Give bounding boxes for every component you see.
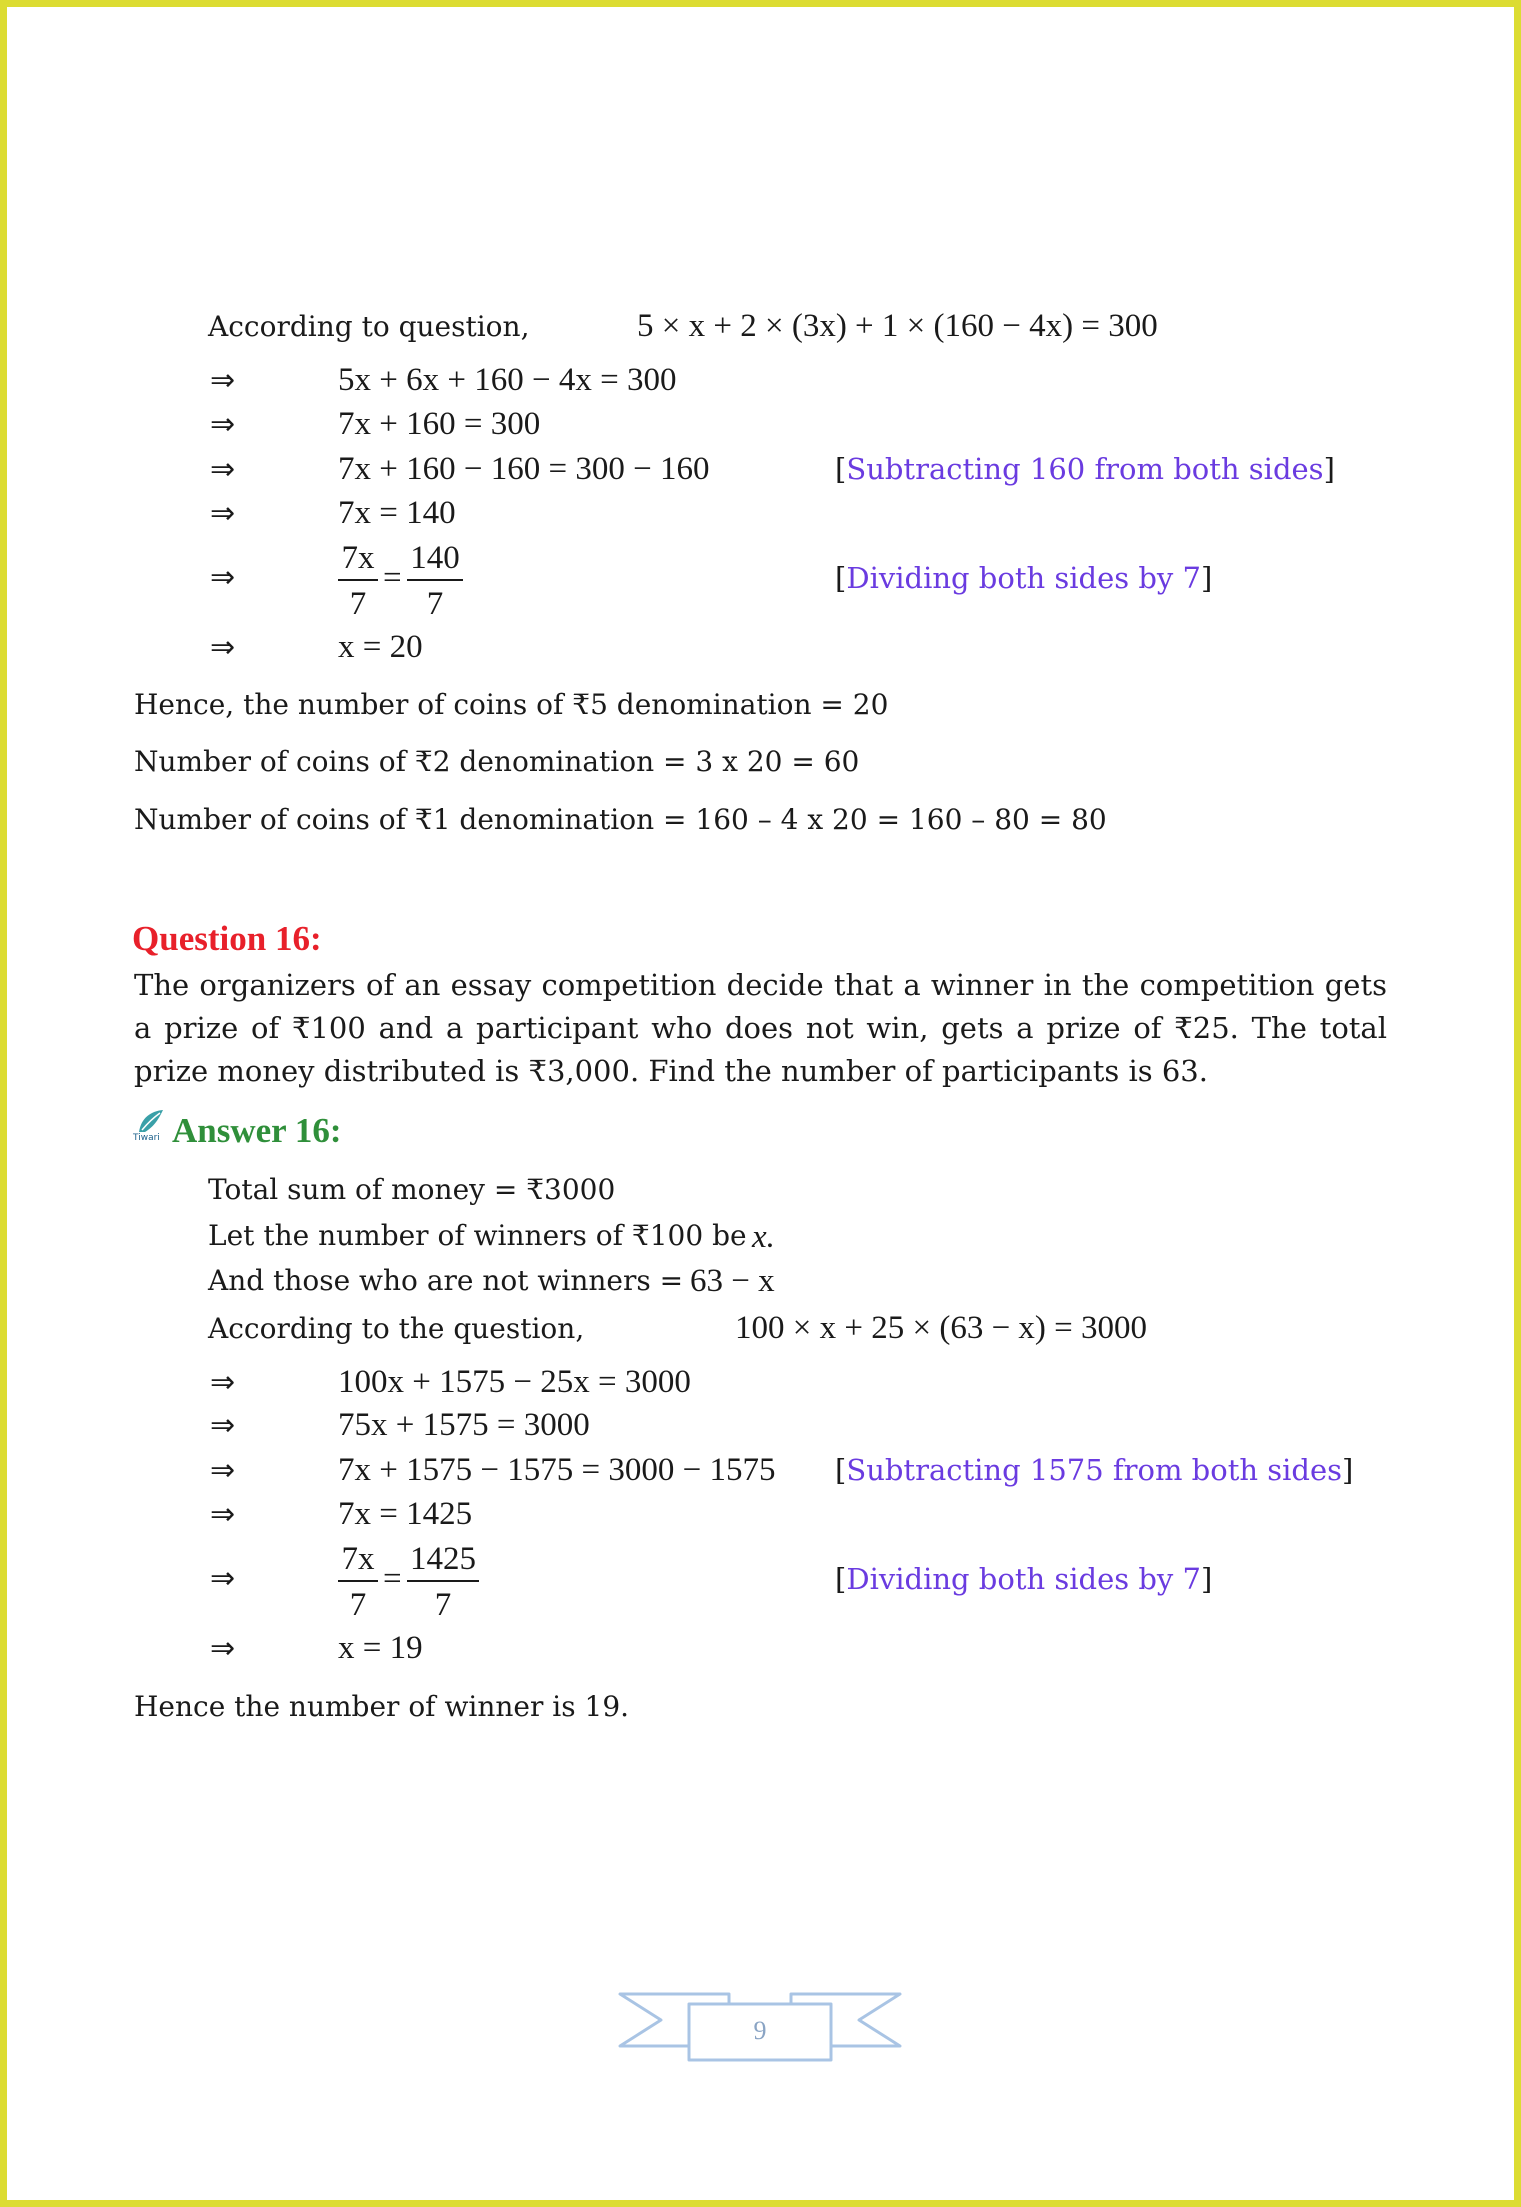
step-expression: 100x + 1575 − 25x = 3000 <box>338 1364 691 1400</box>
answer-heading: Answer 16: <box>172 1111 342 1150</box>
question-heading: Question 16: <box>132 919 322 958</box>
implies-arrow: ⇒ <box>210 363 236 398</box>
step-expression: 7x = 140 <box>338 495 456 531</box>
implies-arrow: ⇒ <box>210 1408 236 1443</box>
step-expression: x = 20 <box>338 629 423 665</box>
implies-arrow: ⇒ <box>210 1561 236 1596</box>
page-number-ribbon <box>617 1990 903 2070</box>
result-line: Hence, the number of coins of ₹5 denomination = 20 <box>134 688 889 721</box>
intro-label: According to the question, <box>208 1312 585 1345</box>
result-line: Number of coins of ₹1 denomination = 160 – 4 x 20 = 160 – 80 = 80 <box>134 803 1107 836</box>
intro-equation: 5 × x + 2 × (3x) + 1 × (160 − 4x) = 300 <box>637 308 1158 344</box>
answer-line: Total sum of money = ₹3000 <box>208 1173 616 1206</box>
implies-arrow: ⇒ <box>210 452 236 487</box>
page-number: 9 <box>753 2016 767 2045</box>
implies-arrow: ⇒ <box>210 1365 236 1400</box>
implies-arrow: ⇒ <box>210 560 236 595</box>
fraction-left: 7x 7 <box>338 1541 378 1621</box>
implies-arrow: ⇒ <box>210 1453 236 1488</box>
implies-arrow: ⇒ <box>210 630 236 665</box>
step-note: [Dividing both sides by 7] <box>835 561 1213 595</box>
step-expression: x = 19 <box>338 1630 423 1666</box>
fraction-right: 140 7 <box>407 540 463 620</box>
step-expression: 7x + 1575 − 1575 = 3000 − 1575 <box>338 1452 776 1488</box>
implies-arrow: ⇒ <box>210 1631 236 1666</box>
implies-arrow: ⇒ <box>210 407 236 442</box>
implies-arrow: ⇒ <box>210 496 236 531</box>
equals-sign: = <box>383 1561 402 1597</box>
step-note: [Subtracting 1575 from both sides] <box>835 1453 1354 1487</box>
equals-sign: = <box>383 560 402 596</box>
intro-equation: 100 × x + 25 × (63 − x) = 3000 <box>735 1310 1148 1346</box>
step-expression: 7x + 160 − 160 = 300 − 160 <box>338 451 710 487</box>
fraction-left: 7x 7 <box>338 540 378 620</box>
tiwari-logo: Tiwari <box>133 1108 167 1146</box>
step-expression: 75x + 1575 = 3000 <box>338 1407 590 1443</box>
step-note: [Dividing both sides by 7] <box>835 1562 1213 1596</box>
result-line: Number of coins of ₹2 denomination = 3 x 20 = 60 <box>134 745 860 778</box>
intro-label: According to question, <box>208 310 530 343</box>
question-text: The organizers of an essay competition decide that a winner in the competition gets a prize of ₹100 and a participant who does not win, gets a prize of ₹25. The total prize money distributed is ₹3,000. Find the number of participants is 63. <box>134 968 1387 1088</box>
step-expression: 7x = 1425 <box>338 1496 473 1532</box>
answer-line: And those who are not winners = <box>208 1264 684 1297</box>
step-expression: 7x + 160 = 300 <box>338 406 541 442</box>
not-winners-expression: 63 − x <box>690 1263 775 1299</box>
step-note: [Subtracting 160 from both sides] <box>835 452 1335 486</box>
conclusion: Hence the number of winner is 19. <box>134 1690 630 1723</box>
answer-line: Let the number of winners of ₹100 be <box>208 1219 747 1252</box>
variable-x: x. <box>752 1219 775 1255</box>
step-expression: 5x + 6x + 160 − 4x = 300 <box>338 362 677 398</box>
fraction-right: 1425 7 <box>407 1541 479 1621</box>
implies-arrow: ⇒ <box>210 1497 236 1532</box>
